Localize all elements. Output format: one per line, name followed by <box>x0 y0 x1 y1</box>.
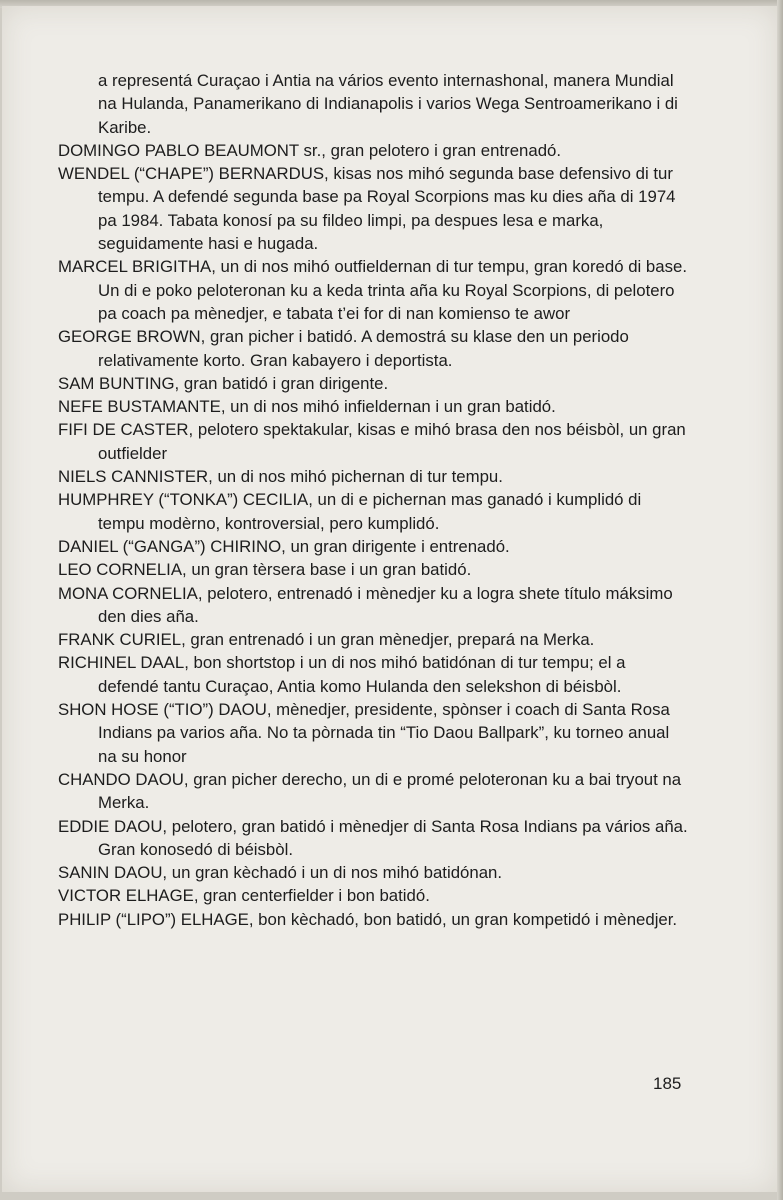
list-item: MONA CORNELIA, pelotero, entrenadó i mènedjer ku a logra shete título máksimo den dies aña. <box>58 583 673 626</box>
list-item: RICHINEL DAAL, bon shortstop i un di nos mihó batidónan di tur tempu; el a defendé tantu Curaçao, Antia komo Hulanda den selekshon di béisbòl. <box>58 653 626 696</box>
list-item: SAM BUNTING, gran batidó i gran dirigente. <box>58 373 389 393</box>
list-item: VICTOR ELHAGE, gran centerfielder i bon batidó. <box>58 886 430 906</box>
list-item: HUMPHREY (“TONKA”) CECILIA, un di e pichernan mas ganadó i kumplidó di tempu modèrno, kontroversial, pero kumplidó. <box>58 490 642 533</box>
list-item: CHANDO DAOU, gran picher derecho, un di e promé peloteronan ku a bai tryout na Merka. <box>58 769 682 813</box>
list-item: MARCEL BRIGITHA, un di nos mihó outfieldernan di tur tempu, gran koredó di base. Un di e poko peloteronan ku a keda trinta aña ku Royal Scorpions, di pelotero pa coach pa mènedjer, e tabata t’ei for di nan komienso te awor <box>58 257 687 323</box>
list-item: a representá Curaçao i Antia na vários evento internashonal, manera Mundial na Hulanda, Panamerikano di Indianapolis i varios Wega Sentroamerikano i di Karibe. <box>98 71 678 137</box>
list-item: EDDIE DAOU, pelotero, gran batidó i mènedjer di Santa Rosa Indians pa vários aña. Gran konosedó di béisbòl. <box>58 816 688 859</box>
list-item: PHILIP (“LIPO”) ELHAGE, bon kèchadó, bon batidó, un gran kompetidó i mènedjer. <box>58 909 678 929</box>
page-right-edge <box>777 0 783 1200</box>
list-item: FIFI DE CASTER, pelotero spektakular, kisas e mihó brasa den nos béisbòl, un gran outfielder <box>58 420 686 463</box>
list-item: NEFE BUSTAMANTE, un di nos mihó infieldernan i un gran batidó. <box>58 397 556 417</box>
page-number: 185 <box>653 1074 682 1093</box>
list-item: NIELS CANNISTER, un di nos mihó pichernan di tur tempu. <box>58 467 503 487</box>
list-item: GEORGE BROWN, gran picher i batidó. A demostrá su klase den un periodo relativamente korto. Gran kabayero i deportista. <box>58 327 629 370</box>
list-item: SANIN DAOU, un gran kèchadó i un di nos mihó batidónan. <box>58 863 503 883</box>
list-item: LEO CORNELIA, un gran tèrsera base i un gran batidó. <box>58 560 472 580</box>
list-item: FRANK CURIEL, gran entrenadó i un gran mènedjer, prepará na Merka. <box>58 630 595 650</box>
list-item: DANIEL (“GANGA”) CHIRINO, un gran dirigente i entrenadó. <box>58 536 510 556</box>
list-item: SHON HOSE (“TIO”) DAOU, mènedjer, presidente, spònser i coach di Santa Rosa Indians pa varios aña. No ta pòrnada tin “Tio Daou Ballpark”, ku torneo anual na su honor <box>58 700 670 766</box>
entry-list <box>58 69 688 931</box>
list-item: WENDEL (“CHAPE”) BERNARDUS, kisas nos mihó segunda base defensivo di tur tempu. A defendé segunda base pa Royal Scorpions mas ku dies aña di 1974 pa 1984. Tabata konosí pa su fildeo limpi, pa despues lesa e marka, seguidamente hasi e hugada. <box>58 164 676 254</box>
list-item: DOMINGO PABLO BEAUMONT sr., gran pelotero i gran entrenadó. <box>58 140 562 160</box>
book-page <box>2 6 778 1192</box>
